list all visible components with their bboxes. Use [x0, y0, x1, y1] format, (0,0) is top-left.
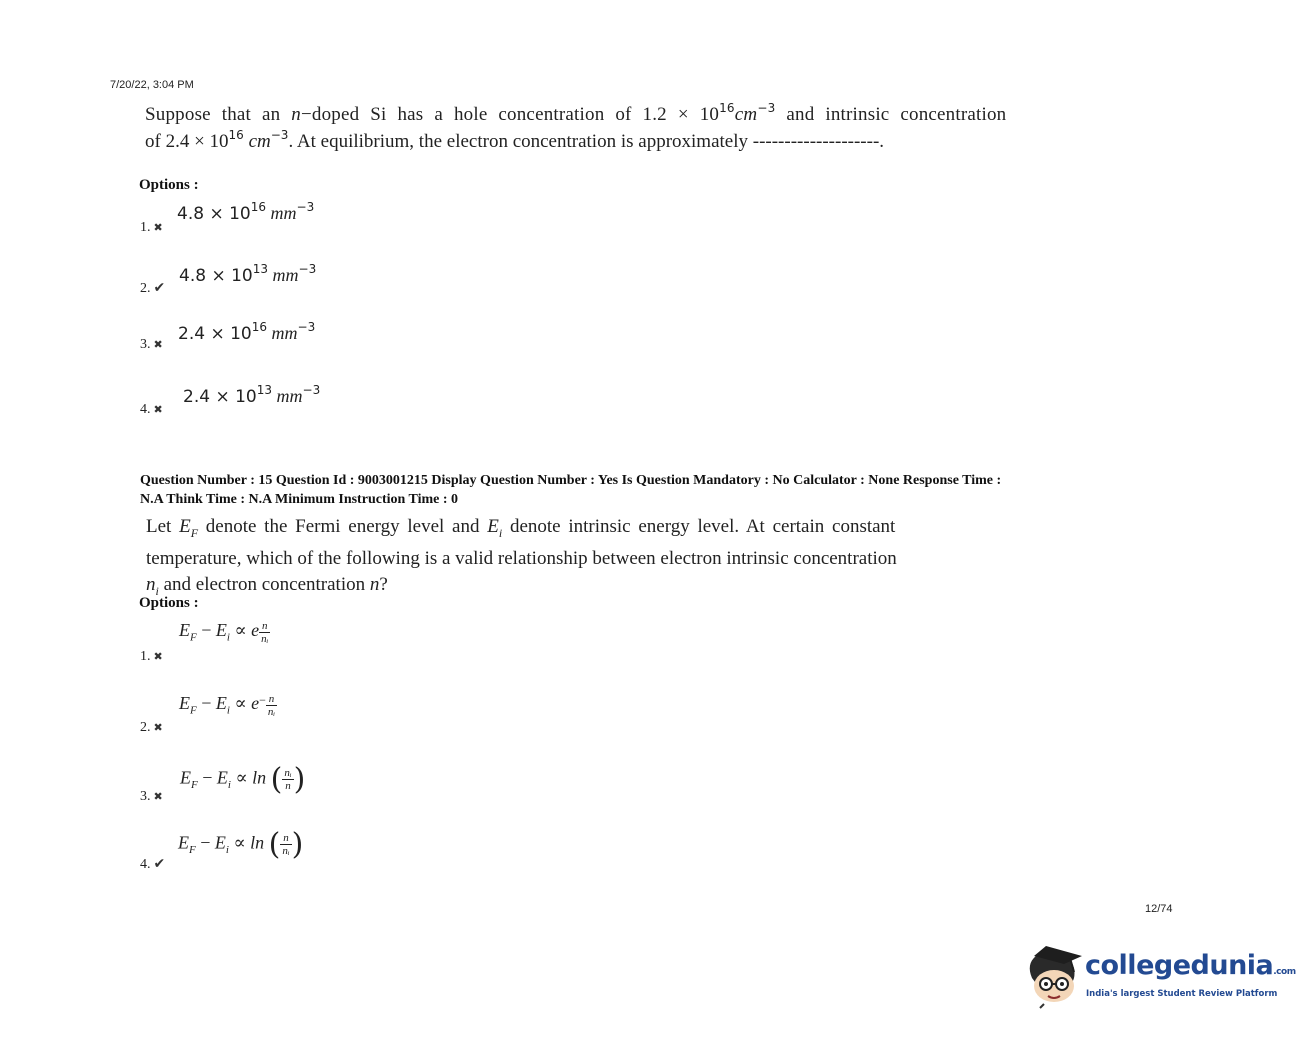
check-icon: ✔: [153, 856, 166, 872]
q1-option-4-value: $2.4 \times 10^{13}$ $mm^{-3}$: [183, 383, 321, 407]
q2-option-3-formula: $E_F - E_i \propto \ln$ ( $\frac{\text{nᵢ}}{n}$ ): [180, 762, 306, 797]
q1-option-2-number: 2. ✔: [140, 280, 166, 296]
q1-option-3-value: $2.4 \times 10^{16}$ $mm^{-3}$: [178, 320, 316, 344]
brand-tagline: India's largest Student Review Platform: [1086, 989, 1278, 999]
mascot-logo-icon: [1024, 938, 1086, 1010]
cross-icon: ✖: [153, 650, 163, 663]
q1-option-1-number: 1. ✖: [140, 220, 163, 235]
question-1-text: [145, 101, 1105, 155]
cross-icon: ✖: [153, 721, 163, 734]
q1-option-1-value: $4.8 \times 10^{16}$ $mm^{-3}$: [177, 200, 315, 224]
cross-icon: ✖: [153, 403, 163, 416]
q2-option-4-formula: $E_F - E_i \propto \ln$ ( $\frac{n}{\text{nᵢ}}$ ): [178, 827, 304, 862]
question-2-metadata: Question Number : 15 Question Id : 9003001215 Display Question Number : Yes Is Question Mandatory : No Calculator : None Response Time : N.A Think Time : N.A Minimum Instruction Time : 0: [140, 473, 1002, 507]
question-1-line-1: Suppose that an n−doped Si has a hole concentration of $1.2 \times 10^{16}cm^{-3}$ and intrinsic concentration: [145, 101, 1007, 125]
question-1-line-2: of $2.4 \times 10^{16}$ $cm^{-3}$. At equilibrium, the electron concentration is approximately --------------------.: [145, 128, 885, 152]
question-2-options-label: Options :: [139, 595, 199, 611]
cross-icon: ✖: [153, 338, 163, 351]
left-paren: (: [268, 827, 281, 862]
cross-icon: ✖: [153, 790, 163, 803]
question-2-line-1: Let $E_F$ denote the Fermi energy level and $E_i$ denote intrinsic energy level. At certain constant: [146, 516, 896, 540]
right-paren: ): [291, 827, 304, 862]
q2-option-4-number: 4. ✔: [140, 856, 166, 872]
cross-icon: ✖: [153, 221, 163, 234]
left-paren: (: [270, 762, 283, 797]
q1-option-3-number: 3. ✖: [140, 337, 163, 352]
q2-option-2-number: 2. ✖: [140, 720, 163, 735]
q1-option-2-value: $4.8 \times 10^{13}$ $mm^{-3}$: [179, 262, 317, 286]
q2-option-3-number: 3. ✖: [140, 789, 163, 804]
q1-option-4-number: 4. ✖: [140, 402, 163, 417]
question-2-text: [146, 514, 966, 604]
question-2-line-3: $n_i$ and electron concentration n?: [146, 573, 388, 598]
q2-option-1-number: 1. ✖: [140, 649, 163, 664]
question-2-line-2: temperature, which of the following is a valid relationship between electron intrinsic concentration: [146, 547, 897, 569]
page-counter: 12/74: [1145, 903, 1173, 915]
q2-option-1-formula: $E_F - E_i \propto e$ $\frac{n}{\text{nᵢ}}$: [179, 620, 269, 645]
right-paren: ): [293, 762, 306, 797]
brand-name: collegedunia.com: [1085, 950, 1296, 981]
q2-option-2-formula: $E_F - E_i \propto e^-$ $\frac{n}{\text{nᵢ}}$: [179, 693, 276, 718]
check-icon: ✔: [153, 280, 166, 296]
question-1-options-label: Options :: [139, 177, 199, 193]
print-timestamp: 7/20/22, 3:04 PM: [110, 79, 194, 91]
